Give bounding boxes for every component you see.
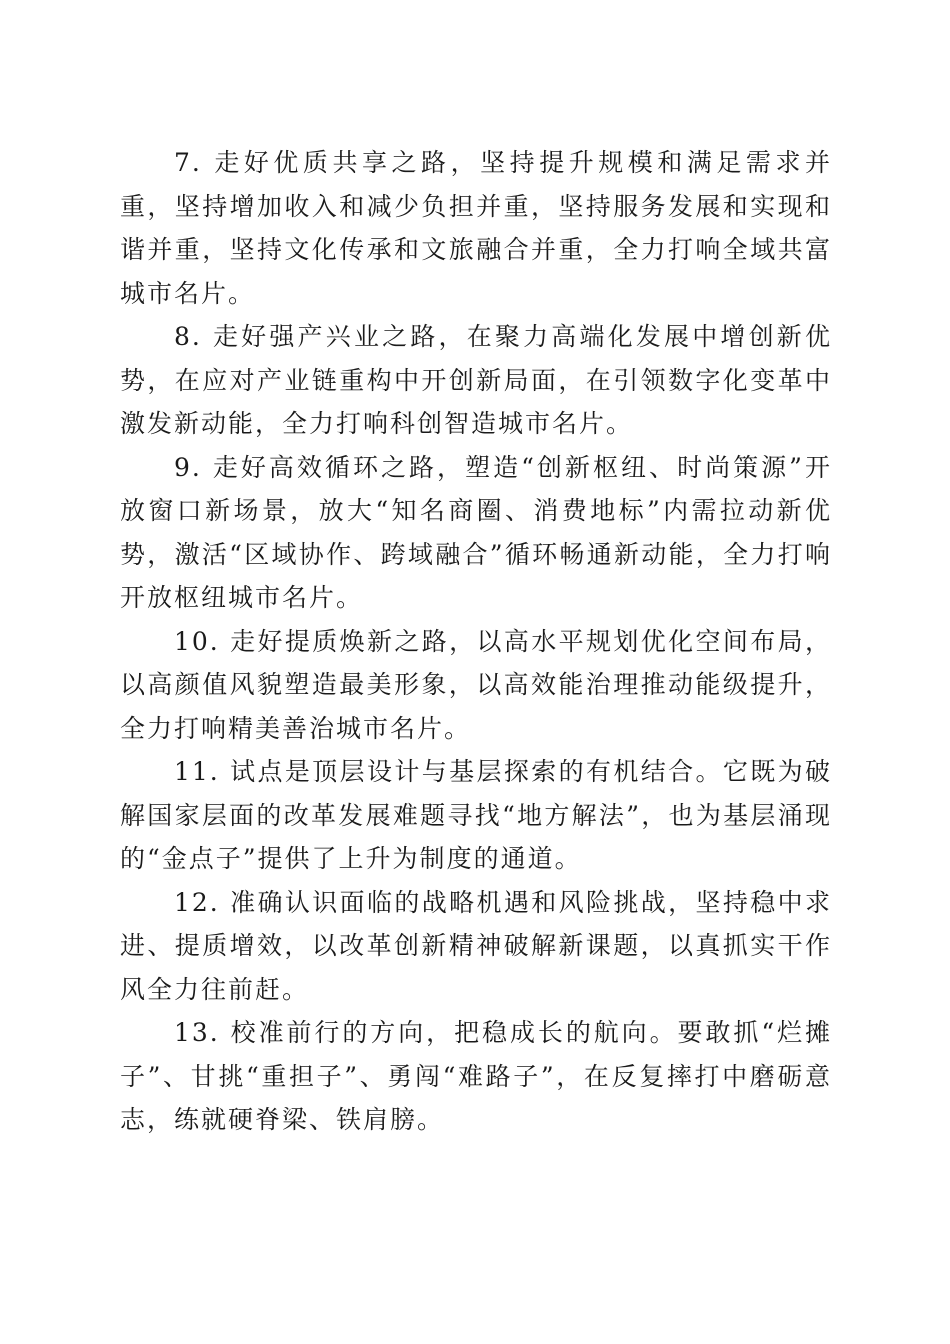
paragraph-10: 10. 走好提质焕新之路，以高水平规划优化空间布局，以高颜值风貌塑造最美形象，以高效能治理推动能级提升，全力打响精美善治城市名片。 <box>120 626 832 743</box>
paragraph-12: 12. 准确认识面临的战略机遇和风险挑战，坚持稳中求进、提质增效，以改革创新精神破解新课题，以真抓实干作风全力往前赶。 <box>120 887 832 1004</box>
document-body <box>120 141 832 1142</box>
paragraph-11: 11. 试点是顶层设计与基层探索的有机结合。它既为破解国家层面的改革发展难题寻找“地方解法”，也为基层涌现的“金点子”提供了上升为制度的通道。 <box>120 757 832 873</box>
paragraph-8: 8. 走好强产兴业之路，在聚力高端化发展中增创新优势，在应对产业链重构中开创新局面，在引领数字化变革中激发新动能，全力打响科创智造城市名片。 <box>120 322 832 438</box>
paragraph-13: 13. 校准前行的方向，把稳成长的航向。要敢抓“烂摊子”、甘挑“重担子”、勇闯“难路子”，在反复摔打中磨砺意志，练就硬脊梁、铁肩膀。 <box>120 1018 832 1134</box>
paragraph-7: 7. 走好优质共享之路，坚持提升规模和满足需求并重，坚持增加收入和减少负担并重，坚持服务发展和实现和谐并重，坚持文化传承和文旅融合并重，全力打响全域共富城市名片。 <box>120 148 832 308</box>
paragraph-9: 9. 走好高效循环之路，塑造“创新枢纽、时尚策源”开放窗口新场景，放大“知名商圈、消费地标”内需拉动新优势，激活“区域协作、跨域融合”循环畅通新动能，全力打响开放枢纽城市名片。 <box>120 452 832 612</box>
